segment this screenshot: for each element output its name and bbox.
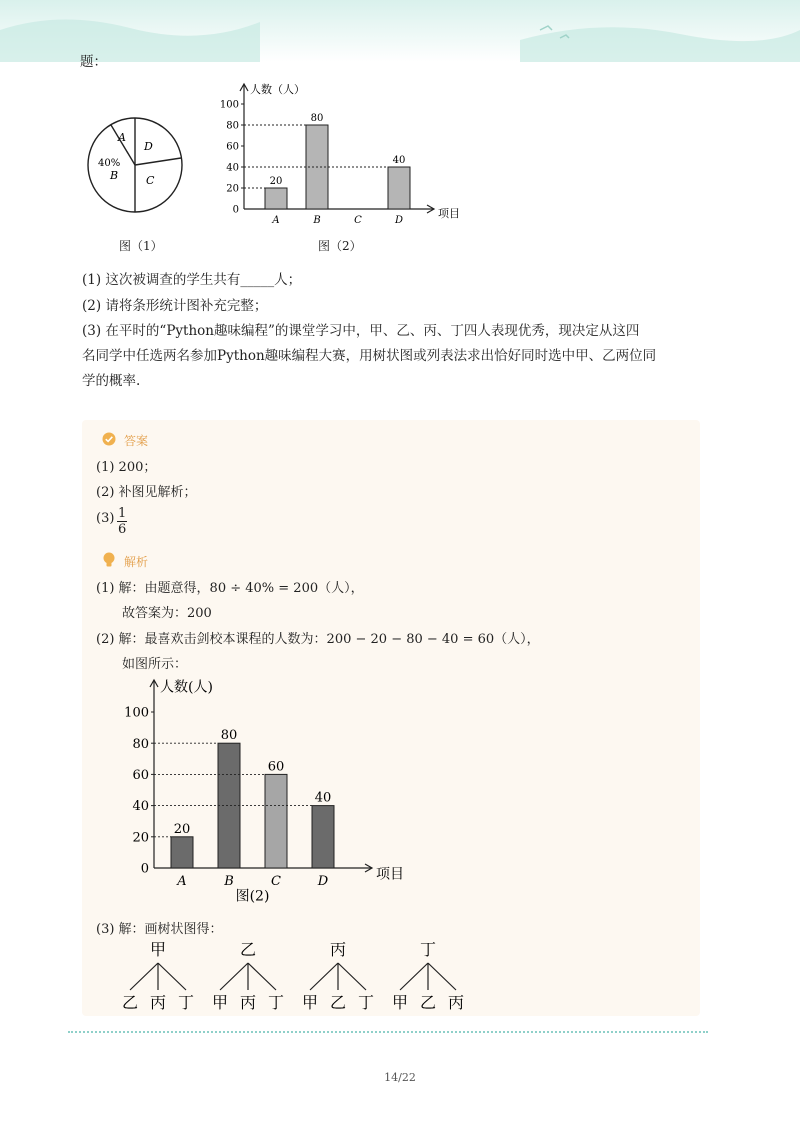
y-axis-title: 人数（人） [250,83,305,96]
tree-branch [428,963,456,990]
tree-leaf: 丙 [447,993,465,1012]
pie-label-d: D [144,140,153,153]
tree-branch [310,963,338,990]
lightbulb-icon [102,552,116,568]
tree-branch [338,963,366,990]
bar-value-label: 20 [269,176,283,187]
pie-label-b: B [110,169,119,182]
figure1-caption: 图（1） [119,239,163,253]
fraction-numerator: 1 [118,506,127,521]
fraction-denominator: 6 [118,522,127,537]
q3-text-1: 在平时的“Python趣味编程”的课堂学习中，甲、乙、丙、丁四人表现优秀，现决定从这四 [105,323,640,339]
tree-leaf: 丙 [239,993,257,1012]
y-tick-label: 80 [132,736,149,752]
q1-text: 这次被调查的学生共有_____人； [105,272,302,288]
tree-diagram [112,938,482,1014]
x-category-label: C [271,874,281,889]
question-3-line1 [82,321,639,341]
tree-leaf: 乙 [329,993,347,1012]
q1-number: (1) [82,272,102,288]
y-tick-label: 80 [226,120,239,132]
tree-branch [158,963,186,990]
page-number: 14/22 [384,1071,416,1084]
analysis-2-line1: (2) 解：最喜欢击剑校本课程的人数为：200 − 20 − 80 − 40 = 60（人）， [96,632,540,647]
divider [68,1031,708,1033]
bar-value-label: 40 [314,790,332,806]
question-1 [82,270,301,290]
pie-label-a: A [118,131,126,144]
question-3-line3: 学的概率. [82,373,141,389]
tree-leaf: 丁 [177,993,195,1012]
tree-root: 乙 [239,940,257,959]
bar-value-label: 80 [310,113,324,124]
tree-leaf: 丁 [267,993,285,1012]
x-axis-title: 项目 [438,207,460,220]
y-tick-label: 0 [232,204,239,216]
question-2 [82,296,267,316]
y-tick-label: 40 [132,799,149,815]
y-axis-title: 人数(人) [160,679,213,696]
bar-value-label: 20 [173,821,191,837]
tree-branch [248,963,276,990]
y-tick-label: 100 [219,99,239,111]
q2-number: (2) [82,298,102,314]
y-tick-label: 20 [226,183,239,195]
tree-leaf: 甲 [301,993,319,1012]
pie-label-c: C [146,174,155,187]
x-category-label: B [313,215,321,226]
bar-a [265,188,287,209]
y-tick-label: 40 [226,162,239,174]
y-tick-label: 100 [124,705,149,721]
x-category-label: B [224,874,234,889]
x-category-label: D [394,215,404,226]
tree-root: 甲 [149,940,167,959]
pie-chart [86,114,186,216]
question-3-line2: 名同学中任选两名参加Python趣味编程大赛，用树状图或列表法求出恰好同时选中甲、乙两位同 [82,348,657,364]
tree-branch [130,963,158,990]
tree-leaf: 丙 [149,993,167,1012]
tree-branch [400,963,428,990]
question-intro: 题： [80,54,107,70]
pie-label-b-percent: 40% [98,158,121,169]
x-category-label: A [272,215,280,226]
x-axis-title: 项目 [376,866,404,883]
bar-d [312,806,334,868]
bar-a [171,837,193,868]
y-tick-label: 20 [132,830,149,846]
answer-3-label: (3) [96,511,115,526]
q2-text: 请将条形统计图补充完整； [105,298,268,314]
answer-3-fraction [117,506,127,538]
tree-branch [220,963,248,990]
bar-value-label: 60 [267,759,285,775]
analysis-1-line2: 故答案为：200 [122,606,212,621]
x-category-label: A [177,874,187,889]
y-tick-label: 60 [226,141,239,153]
answer-2: (2) 补图见解析； [96,485,197,500]
tree-leaf: 乙 [419,993,437,1012]
tree-leaf: 甲 [391,993,409,1012]
analysis-1-line1: (1) 解：由题意得，80 ÷ 40% = 200（人）， [96,581,364,596]
bar-chart-small [219,78,460,236]
check-circle-icon [102,432,116,446]
q3-number: (3) [82,323,102,339]
bar-d [388,167,410,209]
figure2-caption: 图（2） [318,239,362,253]
analysis-tag: 解析 [124,555,149,569]
y-tick-label: 60 [132,767,149,783]
x-category-label: C [354,215,362,226]
answer-tag: 答案 [124,434,149,448]
bar-value-label: 80 [220,728,238,744]
x-category-label: D [317,874,329,889]
chart-caption: 图(2) [235,888,270,905]
y-tick-label: 0 [140,861,149,877]
header-banner [0,0,800,62]
tree-root: 丙 [329,940,347,959]
bar-value-label: 40 [392,155,406,166]
tree-leaf: 乙 [121,993,139,1012]
analysis-3-line1: (3) 解：画树状图得： [96,922,223,937]
bar-c [265,774,287,868]
tree-root: 丁 [419,940,437,959]
bar-b [218,743,240,868]
tree-leaf: 甲 [211,993,229,1012]
tree-leaf: 丁 [357,993,375,1012]
bar-chart-completed [108,674,418,912]
answer-1: (1) 200； [96,460,157,475]
analysis-2-line2: 如图所示： [122,657,188,672]
